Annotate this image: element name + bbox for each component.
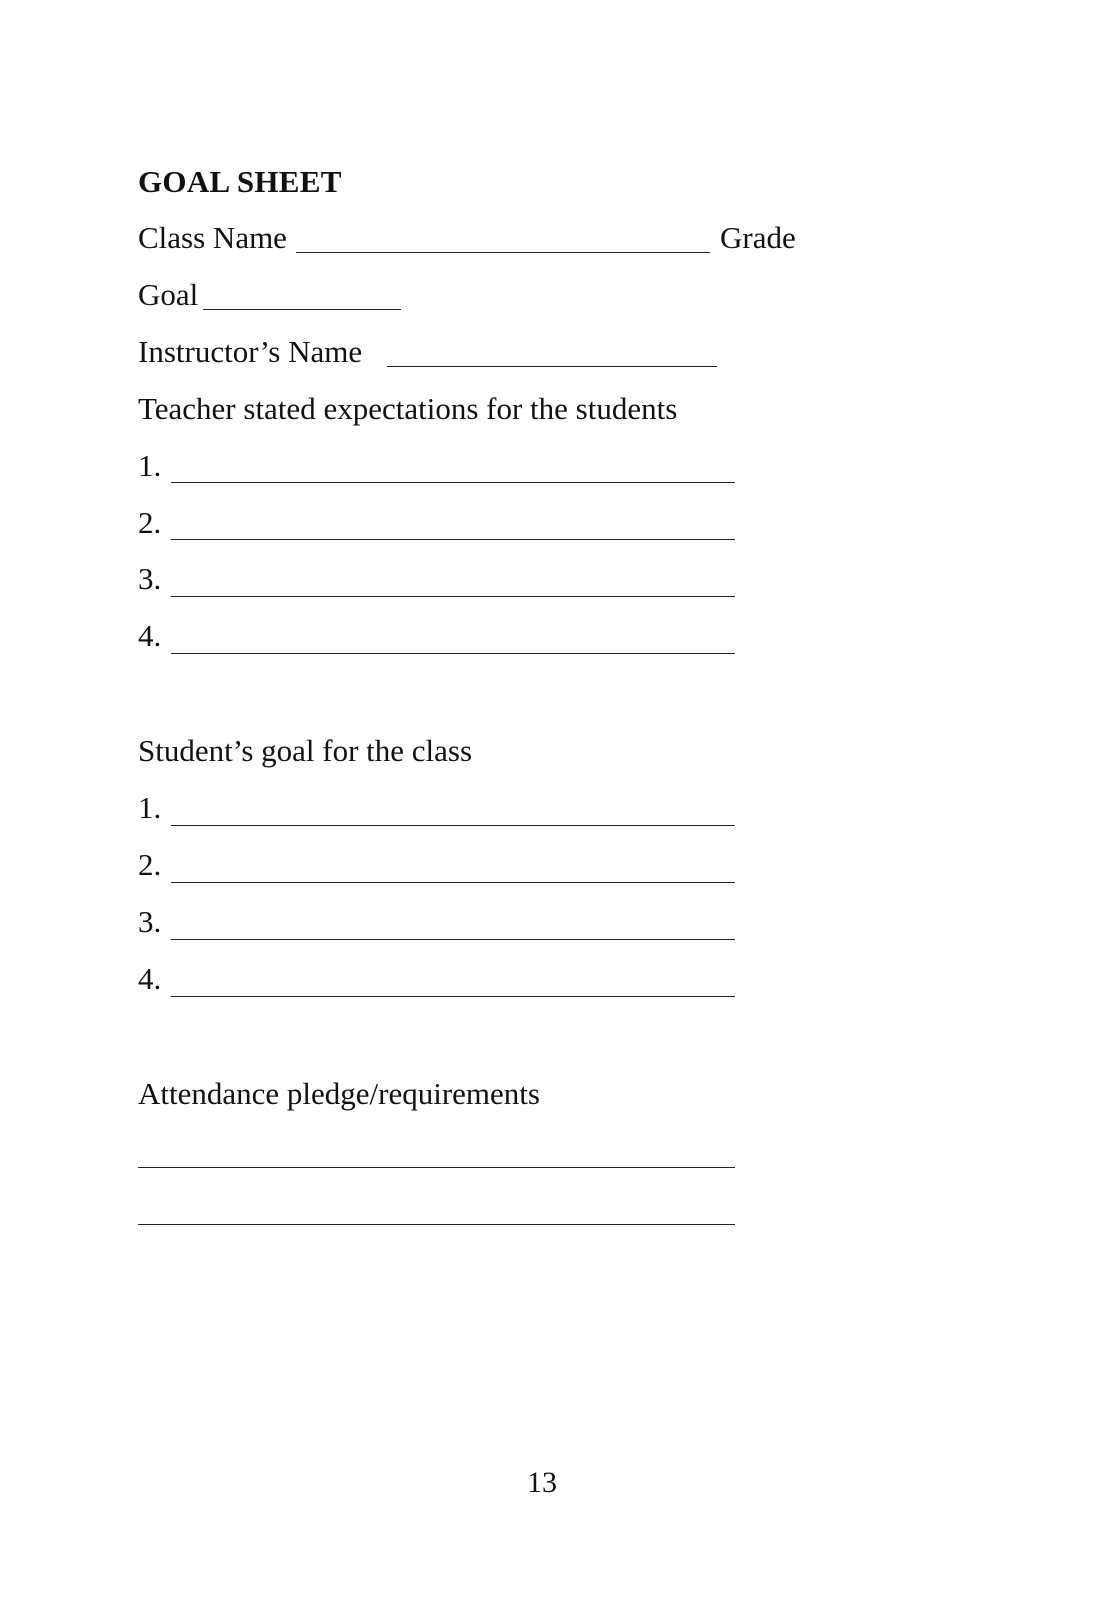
student-item-blank[interactable]	[171, 882, 735, 883]
student-goal-heading: Student’s goal for the class	[138, 733, 473, 768]
page-number: 13	[527, 1466, 557, 1499]
attendance-blank[interactable]	[138, 1224, 735, 1225]
student-item-number: 2.	[138, 847, 162, 882]
student-item-blank[interactable]	[171, 996, 735, 997]
teacher-item-number: 2.	[138, 505, 162, 540]
student-item-number: 4.	[138, 961, 162, 996]
teacher-item-blank[interactable]	[171, 596, 735, 597]
teacher-item-blank[interactable]	[171, 482, 735, 483]
student-item-number: 1.	[138, 790, 162, 825]
instructor-name-blank[interactable]	[387, 366, 717, 367]
student-item-number: 3.	[138, 904, 162, 939]
teacher-item-number: 3.	[138, 561, 162, 596]
teacher-item-blank[interactable]	[171, 539, 735, 540]
class-name-blank[interactable]	[296, 252, 710, 253]
teacher-expectations-heading: Teacher stated expectations for the students	[138, 391, 678, 426]
teacher-item-number: 1.	[138, 448, 162, 483]
teacher-item-number: 4.	[138, 618, 162, 653]
goal-label: Goal	[138, 277, 199, 312]
teacher-item-blank[interactable]	[171, 653, 735, 654]
instructor-name-label: Instructor’s Name	[138, 334, 363, 369]
class-name-label: Class Name	[138, 220, 287, 255]
goal-blank[interactable]	[203, 309, 401, 310]
grade-label: Grade	[720, 220, 796, 255]
student-item-blank[interactable]	[171, 825, 735, 826]
student-item-blank[interactable]	[171, 939, 735, 940]
attendance-blank[interactable]	[138, 1167, 735, 1168]
page-title: GOAL SHEET	[138, 164, 342, 199]
attendance-heading: Attendance pledge/requirements	[138, 1076, 540, 1111]
